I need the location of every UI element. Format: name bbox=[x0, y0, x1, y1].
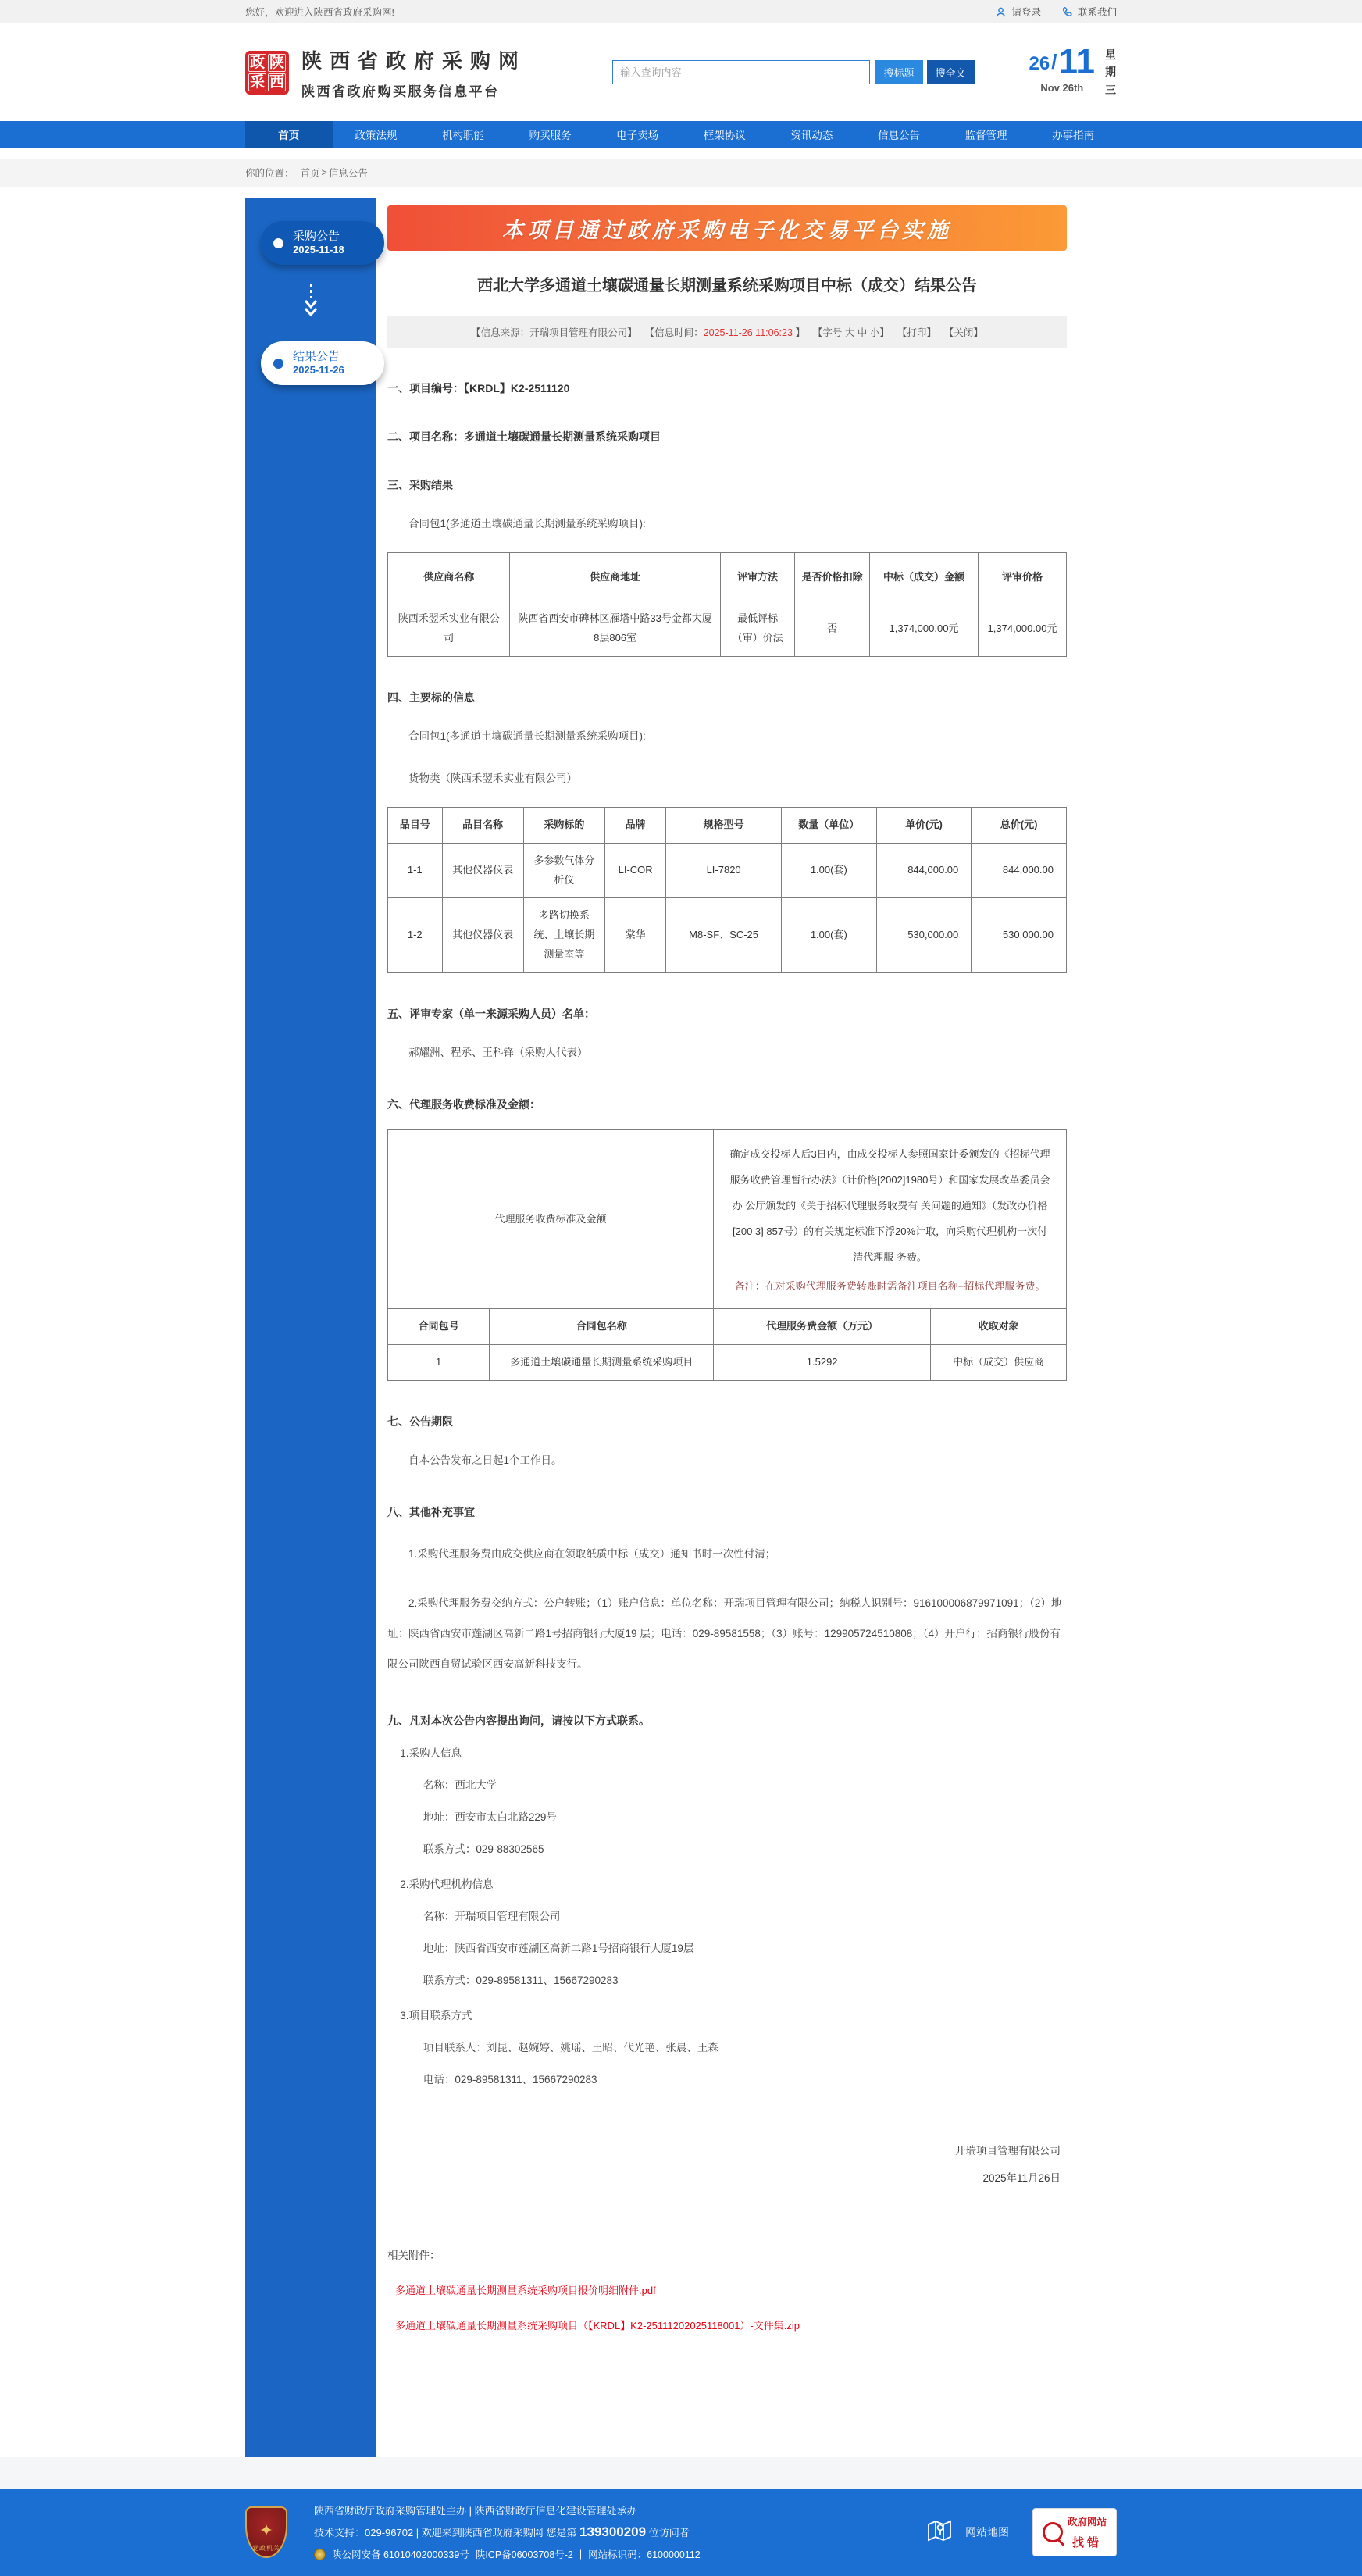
breadcrumb-current[interactable]: 信息公告 bbox=[328, 168, 368, 179]
platform-banner: 本项目通过政府采购电子化交易平台实施 bbox=[387, 205, 1067, 251]
project-contacts: 项目联系人：刘昆、赵婉婷、姚瑶、王昭、代光艳、张晨、王森 bbox=[423, 2041, 718, 2053]
nav-item-guide[interactable]: 办事指南 bbox=[1052, 130, 1095, 141]
section-3-result: 三、采购结果 bbox=[387, 479, 453, 491]
sitemap-link[interactable]: 网站地图 bbox=[925, 2515, 1009, 2549]
breadcrumb-band: 你的位置： 首页 > 信息公告 bbox=[0, 159, 1362, 187]
agency-fee-description: 确定成交投标人后3日内，由成交投标人参照国家计委颁发的《招标代理 服务收费管理暂行办法》（计价格[2002]1980号）和国家发展改革委员会办 公厅颁发的《关于招标代理服务收费有 关问题的通知》（发改办价格[200 3] 857号）的有关规定标准下浮20%计取，向采购代理机构一次付清代理服 务费。 bbox=[729, 1147, 1050, 1264]
section-6-agency-fee: 六、代理服务收费标准及金额： bbox=[387, 1097, 540, 1111]
gov-site-error-report-button[interactable]: 政府网站 找错 bbox=[1032, 2508, 1117, 2556]
section-7-notice-period: 七、公告期限 bbox=[387, 1415, 453, 1428]
expert-names: 郝耀洲、程承、王科锋（采购人代表） bbox=[408, 1046, 588, 1058]
section-8-supplementary: 八、其他补充事宜 bbox=[387, 1505, 475, 1518]
nav-item-announcements[interactable]: 信息公告 bbox=[877, 130, 920, 141]
nav-item-functions[interactable]: 机构职能 bbox=[441, 130, 484, 141]
nav-item-framework[interactable]: 框架协议 bbox=[703, 130, 746, 141]
magnifier-icon bbox=[1043, 2522, 1063, 2542]
agency-fee-standard-row bbox=[388, 1129, 1067, 1308]
section-5-experts: 五、评审专家（单一来源采购人员）名单： bbox=[387, 1007, 595, 1020]
site-subtitle: 陕西省政府购买服务信息平台 bbox=[301, 84, 500, 99]
purchaser-name: 名称：西北大学 bbox=[423, 1779, 497, 1791]
timeline-dot bbox=[273, 359, 283, 369]
nav-item-supervision[interactable]: 监督管理 bbox=[964, 130, 1007, 141]
agency-address: 地址：陕西省西安市莲湖区高新二路1号招商银行大厦19层 bbox=[423, 1942, 694, 1954]
phone-icon bbox=[1061, 6, 1073, 18]
items-table bbox=[387, 807, 1067, 972]
login-link[interactable]: 请登录 bbox=[995, 5, 1041, 19]
agency-fee-note: 备注：在对采购代理服务费转账时需备注项目名称+招标代理服务费。 bbox=[734, 1279, 1046, 1292]
print-button[interactable]: 【打印】 bbox=[897, 327, 936, 338]
header bbox=[0, 23, 1362, 121]
breadcrumb-label: 你的位置： bbox=[245, 168, 294, 179]
map-icon bbox=[925, 2515, 956, 2549]
nav-item-home[interactable]: 首页 bbox=[245, 121, 333, 148]
section-4-main-items: 四、主要标的信息 bbox=[387, 690, 475, 704]
nav-item-emall[interactable]: 电子卖场 bbox=[616, 130, 659, 141]
purchaser-address: 地址：西安市太白北路229号 bbox=[423, 1811, 557, 1823]
user-icon bbox=[995, 6, 1007, 18]
info-time-value: 2025-11-26 11:06:23 bbox=[703, 327, 793, 338]
table-header-row: 合同包号 合同包名称 代理服务费金额（万元） 收取对象 bbox=[388, 1309, 1067, 1345]
pre-footer-spacer bbox=[0, 2457, 1362, 2489]
attachments-label: 相关附件： bbox=[387, 2249, 440, 2261]
footer-support-line: 技术支持：029-96702 | 欢迎来到陕西省政府采购网 您是第 139300209 位访问者 bbox=[314, 2524, 690, 2540]
section-9-contacts: 九、凡对本次公告内容提出询问，请按以下方式联系。 bbox=[387, 1714, 650, 1727]
date-widget: 26 / 11 Nov 26th 星期三 bbox=[1029, 46, 1117, 98]
search-title-button[interactable]: 搜标题 bbox=[875, 60, 923, 84]
project-contact-heading: 3.项目联系方式 bbox=[400, 2009, 472, 2021]
welcome-text: 您好，欢迎进入陕西省政府采购网! bbox=[245, 7, 394, 18]
close-button[interactable]: 【关闭】 bbox=[943, 327, 983, 338]
agency-name: 名称：开瑞项目管理有限公司 bbox=[423, 1910, 561, 1922]
footer bbox=[0, 2489, 1362, 2576]
supplementary-item-2: 2.采购代理服务费交纳方式：公户转账；（1）账户信息：单位名称：开瑞项目管理有限公司；纳税人识别号：916100006879971091；（2）地址：陕西省西安市莲湖区高新二路1号招商银行大厦19 层；电话：029-89581558；（3）账号：129905724510808；（4）开户行：招商银行股份有限公司陕西自贸试验区西安高新科技支行。 bbox=[387, 1597, 1062, 1671]
notice-period-body: 自本公告发布之日起1个工作日。 bbox=[408, 1454, 562, 1466]
nav-item-news[interactable]: 资讯动态 bbox=[790, 130, 833, 141]
site-identifier-code: 网站标识码：6100000112 bbox=[588, 2549, 701, 2561]
font-size-control[interactable]: 【字号 大 中 小】 bbox=[812, 327, 890, 338]
party-government-badge-icon: ✦ 党政机关 bbox=[245, 2506, 287, 2558]
date-weekday: 星期三 bbox=[1105, 48, 1116, 96]
section-1-project-number: 一、项目编号：【KRDL】K2-2511120 bbox=[387, 382, 570, 394]
sidebar-item-procurement-notice[interactable]: 采购公告 2025-11-18 bbox=[261, 221, 384, 265]
agency-info-heading: 2.采购代理机构信息 bbox=[400, 1878, 494, 1890]
attachment-link-pdf[interactable]: 多通道土壤碳通量长期测量系统采购项目报价明细附件.pdf bbox=[395, 2284, 656, 2296]
search-fulltext-button[interactable]: 搜全文 bbox=[927, 60, 975, 84]
date-english: Nov 26th bbox=[1040, 81, 1084, 94]
purchaser-phone: 联系方式：029-88302565 bbox=[423, 1843, 544, 1855]
agency-fee-label: 代理服务收费标准及金额 bbox=[388, 1129, 714, 1308]
table-row: 1-1 其他仪器仪表 多参数气体分析仪 LI-COR LI-7820 1.00(套) 844,000.00 844,000.00 bbox=[388, 844, 1067, 898]
icp-filing[interactable]: 陕ICP备06003708号-2 bbox=[475, 2549, 573, 2561]
breadcrumb-home[interactable]: 首页 bbox=[300, 168, 320, 179]
section-2-project-name: 二、项目名称：多通道土壤碳通量长期测量系统采购项目 bbox=[387, 430, 661, 443]
nav-item-purchase-services[interactable]: 购买服务 bbox=[529, 130, 572, 141]
announcement-title: 西北大学多通道土壤碳通量长期测量系统采购项目中标（成交）结果公告 bbox=[477, 277, 977, 294]
meta-bar bbox=[387, 316, 1067, 348]
police-badge-icon bbox=[314, 2549, 326, 2560]
announcement-timeline-sidebar bbox=[245, 198, 376, 2457]
goods-category-line: 货物类（陕西禾翌禾实业有限公司） bbox=[408, 772, 577, 785]
search-input[interactable] bbox=[612, 60, 870, 84]
contact-link[interactable]: 联系我们 bbox=[1061, 5, 1117, 19]
timeline-arrow-icon bbox=[245, 282, 376, 319]
signature-date: 2025年11月26日 bbox=[982, 2171, 1061, 2184]
agency-phone: 联系方式：029-89581311、15667290283 bbox=[423, 1974, 619, 1986]
signature-org: 开瑞项目管理有限公司 bbox=[955, 2144, 1061, 2157]
info-source: 【信息来源：开瑞项目管理有限公司】 bbox=[471, 327, 637, 338]
purchaser-info-heading: 1.采购人信息 bbox=[400, 1746, 462, 1759]
agency-fee-table bbox=[387, 1129, 1067, 1381]
contract-package-line: 合同包1(多通道土壤碳通量长期测量系统采购项目): bbox=[408, 518, 646, 530]
visitor-count: 139300209 bbox=[579, 2524, 647, 2540]
contract-package-line: 合同包1(多通道土壤碳通量长期测量系统采购项目): bbox=[408, 730, 646, 742]
supplier-result-table bbox=[387, 552, 1067, 656]
table-header-row: 供应商名称 供应商地址 评审方法 是否价格扣除 中标（成交）金额 评审价格 bbox=[388, 553, 1067, 601]
table-row: 陕西禾翌禾实业有限公司 陕西省西安市碑林区雁塔中路33号金都大厦8层806室 最低评标（审）价法 否 1,374,000.00元 1,374,000.00元 bbox=[388, 601, 1067, 656]
info-time: 【信息时间：2025-11-26 11:06:23 】 bbox=[644, 327, 805, 338]
nav-item-policies[interactable]: 政策法规 bbox=[355, 130, 398, 141]
attachment-link-zip[interactable]: 多通道土壤碳通量长期测量系统采购项目（【KRDL】K2-25111202025118001）-文件集.zip bbox=[395, 2319, 800, 2332]
table-row: 1-2 其他仪器仪表 多路切换系统、土壤长期测量室等 棠华 M8-SF、SC-25 1.00(套) 530,000.00 530,000.00 bbox=[388, 898, 1067, 972]
sidebar-item-result-notice[interactable]: 结果公告 2025-11-26 bbox=[261, 341, 384, 385]
public-security-filing[interactable]: 陕公网安备 61010402000339号 bbox=[332, 2549, 469, 2561]
footer-registration-line: 陕公网安备 61010402000339号 陕ICP备06003708号-2 | 网站标识码：6100000112 bbox=[314, 2547, 701, 2561]
date-month: 11 bbox=[1058, 41, 1095, 80]
site-title: 陕西省政府采购网 bbox=[301, 48, 527, 73]
signature-block bbox=[387, 2137, 1067, 2192]
main-nav bbox=[0, 121, 1362, 148]
project-phone: 电话：029-89581311、15667290283 bbox=[423, 2073, 597, 2085]
timeline-dot bbox=[273, 238, 283, 248]
attachments bbox=[387, 2246, 1067, 2332]
search-group bbox=[612, 60, 975, 84]
date-day: 26 bbox=[1029, 52, 1050, 74]
table-header-row: 品目号 品目名称 采购标的 品牌 规格型号 数量（单位） 单价(元) 总价(元) bbox=[388, 808, 1067, 844]
announcement-content bbox=[376, 198, 1117, 2457]
supplementary-item-1: 1.采购代理服务费由成交供应商在领取纸质中标（成交）通知书时一次性付清； bbox=[408, 1547, 776, 1560]
site-logo: 政 陕 采 西 bbox=[245, 51, 289, 95]
footer-organizer-line: 陕西省财政厅政府采购管理处主办 | 陕西省财政厅信息化建设管理处承办 bbox=[314, 2505, 637, 2517]
main-area bbox=[0, 198, 1362, 2457]
topbar bbox=[0, 0, 1362, 23]
table-row: 1 多通道土壤碳通量长期测量系统采购项目 1.5292 中标（成交）供应商 bbox=[388, 1344, 1067, 1380]
